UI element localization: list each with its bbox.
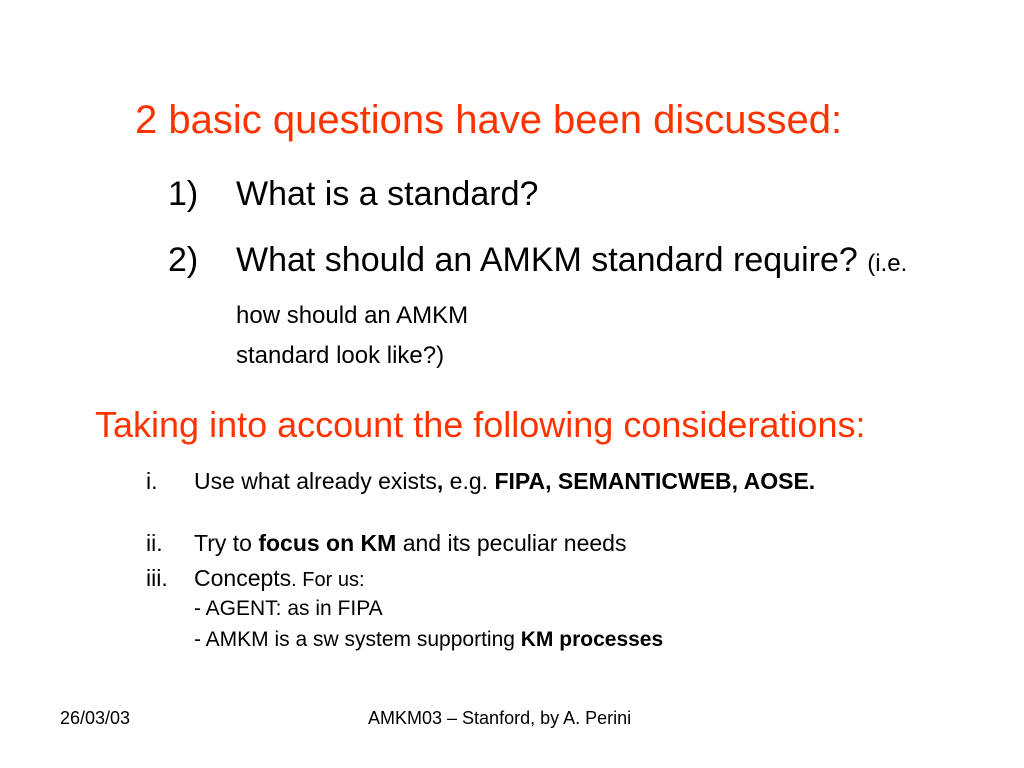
item-numeral: ii.: [146, 530, 163, 556]
question-text: What is a standard?: [236, 175, 539, 213]
item-text-part: ,: [436, 468, 444, 494]
slide-title: 2 basic questions have been discussed:: [135, 98, 843, 142]
item-text: [194, 565, 894, 594]
question-number: 1): [168, 175, 199, 213]
item-text-part: Try to: [194, 530, 259, 556]
question-note-continued: [236, 340, 444, 372]
question-number: 2): [168, 241, 199, 279]
question-note-line2: standard look like?: [236, 342, 437, 369]
item-text-part: e.g.: [443, 468, 495, 494]
section-heading: Taking into account the following considerations:: [95, 404, 866, 445]
question-text: [236, 236, 916, 340]
question-main-text: What should an AMKM standard require?: [236, 241, 858, 279]
item-text-part: Use what already exists: [194, 468, 437, 494]
question-note-close: ): [436, 342, 445, 369]
sub-item-text: - AMKM is a sw system supporting: [194, 628, 521, 651]
sub-item: [194, 597, 383, 621]
item-text-bold: FIPA, SEMANTICWEB, AOSE.: [494, 468, 816, 494]
sub-item-bold: KM processes: [520, 628, 664, 651]
item-text: [194, 530, 894, 557]
footer-date: 26/03/03: [60, 708, 131, 728]
item-numeral: i.: [146, 468, 158, 494]
sub-item: [194, 628, 663, 652]
sub-item-text: - AGENT: as in FIPA: [194, 597, 383, 620]
item-text: [194, 468, 894, 495]
question-note: (i.e. how should an AMKM: [236, 250, 908, 329]
item-text-small: . For us:: [291, 569, 365, 591]
footer-credit: AMKM03 – Stanford, by A. Perini: [368, 708, 632, 728]
item-text-bold: focus on KM: [258, 530, 397, 556]
item-text-part: Concepts: [194, 565, 292, 591]
item-text-part: and its peculiar needs: [396, 530, 627, 556]
item-numeral: iii.: [146, 565, 168, 591]
